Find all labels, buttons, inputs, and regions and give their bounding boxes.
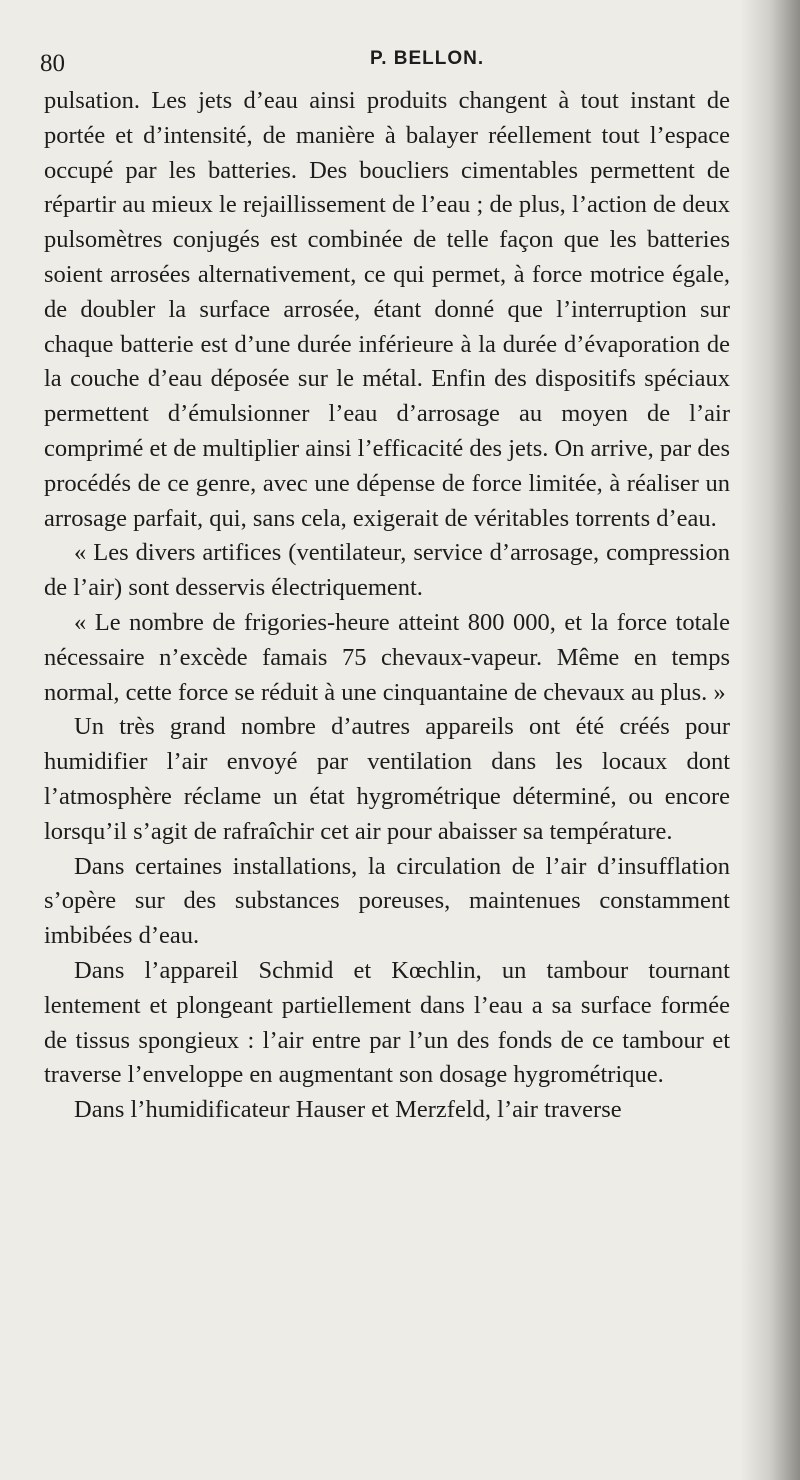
paragraph: « Le nombre de frigories-heure atteint 800 000, et la force totale nécessaire n’excède famais 75 chevaux-vapeur. Même en temps normal, cette force se réduit à une cinquantaine de chevaux au plus. » [44, 608, 730, 706]
paragraph: « Les divers artifices (ventilateur, service d’arrosage, compression de l’air) sont desservis électriquement. [44, 539, 730, 602]
running-head: P. BELLON. [370, 48, 485, 69]
paragraph: Dans l’appareil Schmid et Kœchlin, un tambour tournant lentement et plongeant partiellement dans l’eau a sa surface formée de tissus spongieux : l’air entre par l’un des fonds de ce tambour et traverse l’enveloppe en augmentant son dosage hygrométrique. [44, 956, 730, 1089]
page-number: 80 [40, 50, 65, 77]
paragraph: pulsation. Les jets d’eau ainsi produits changent à tout instant de portée et d’intensité, de manière à balayer réellement tout l’espace occupé par les batteries. Des boucliers cimentables permettent de répartir au mieux le rejaillissement de l’eau ; de plus, l’action de deux pulsomètres conjugés est combinée de telle façon que les batteries soient arrosées alternativement, ce qui permet, à force motrice égale, de doubler la surface arrosée, étant donné que l’interruption sur chaque batterie est d’une durée inférieure à la durée d’évaporation de la couche d’eau déposée sur le métal. Enfin des dispositifs spéciaux permettent d’émulsionner l’eau d’arrosage au moyen de l’air comprimé et de multiplier ainsi l’efficacité des jets. On arrive, par des procédés de ce genre, avec une dépense de force limitée, à réaliser un arrosage parfait, qui, sans cela, exigerait de véritables torrents d’eau. [44, 87, 730, 532]
page-header [40, 44, 740, 80]
paragraph: Dans certaines installations, la circulation de l’air d’insufflation s’opère sur des substances poreuses, maintenues constamment imbibées d’eau. [44, 852, 730, 950]
paragraph: Un très grand nombre d’autres appareils ont été créés pour humidifier l’air envoyé par ventilation dans les locaux dont l’atmosphère réclame un état hygrométrique déterminé, ou encore lorsqu’il s’agit de rafraîchir cet air pour abaisser sa température. [44, 713, 730, 845]
paragraph: Dans l’humidificateur Hauser et Merzfeld, l’air traverse [74, 1096, 622, 1124]
body-text [44, 84, 730, 1128]
